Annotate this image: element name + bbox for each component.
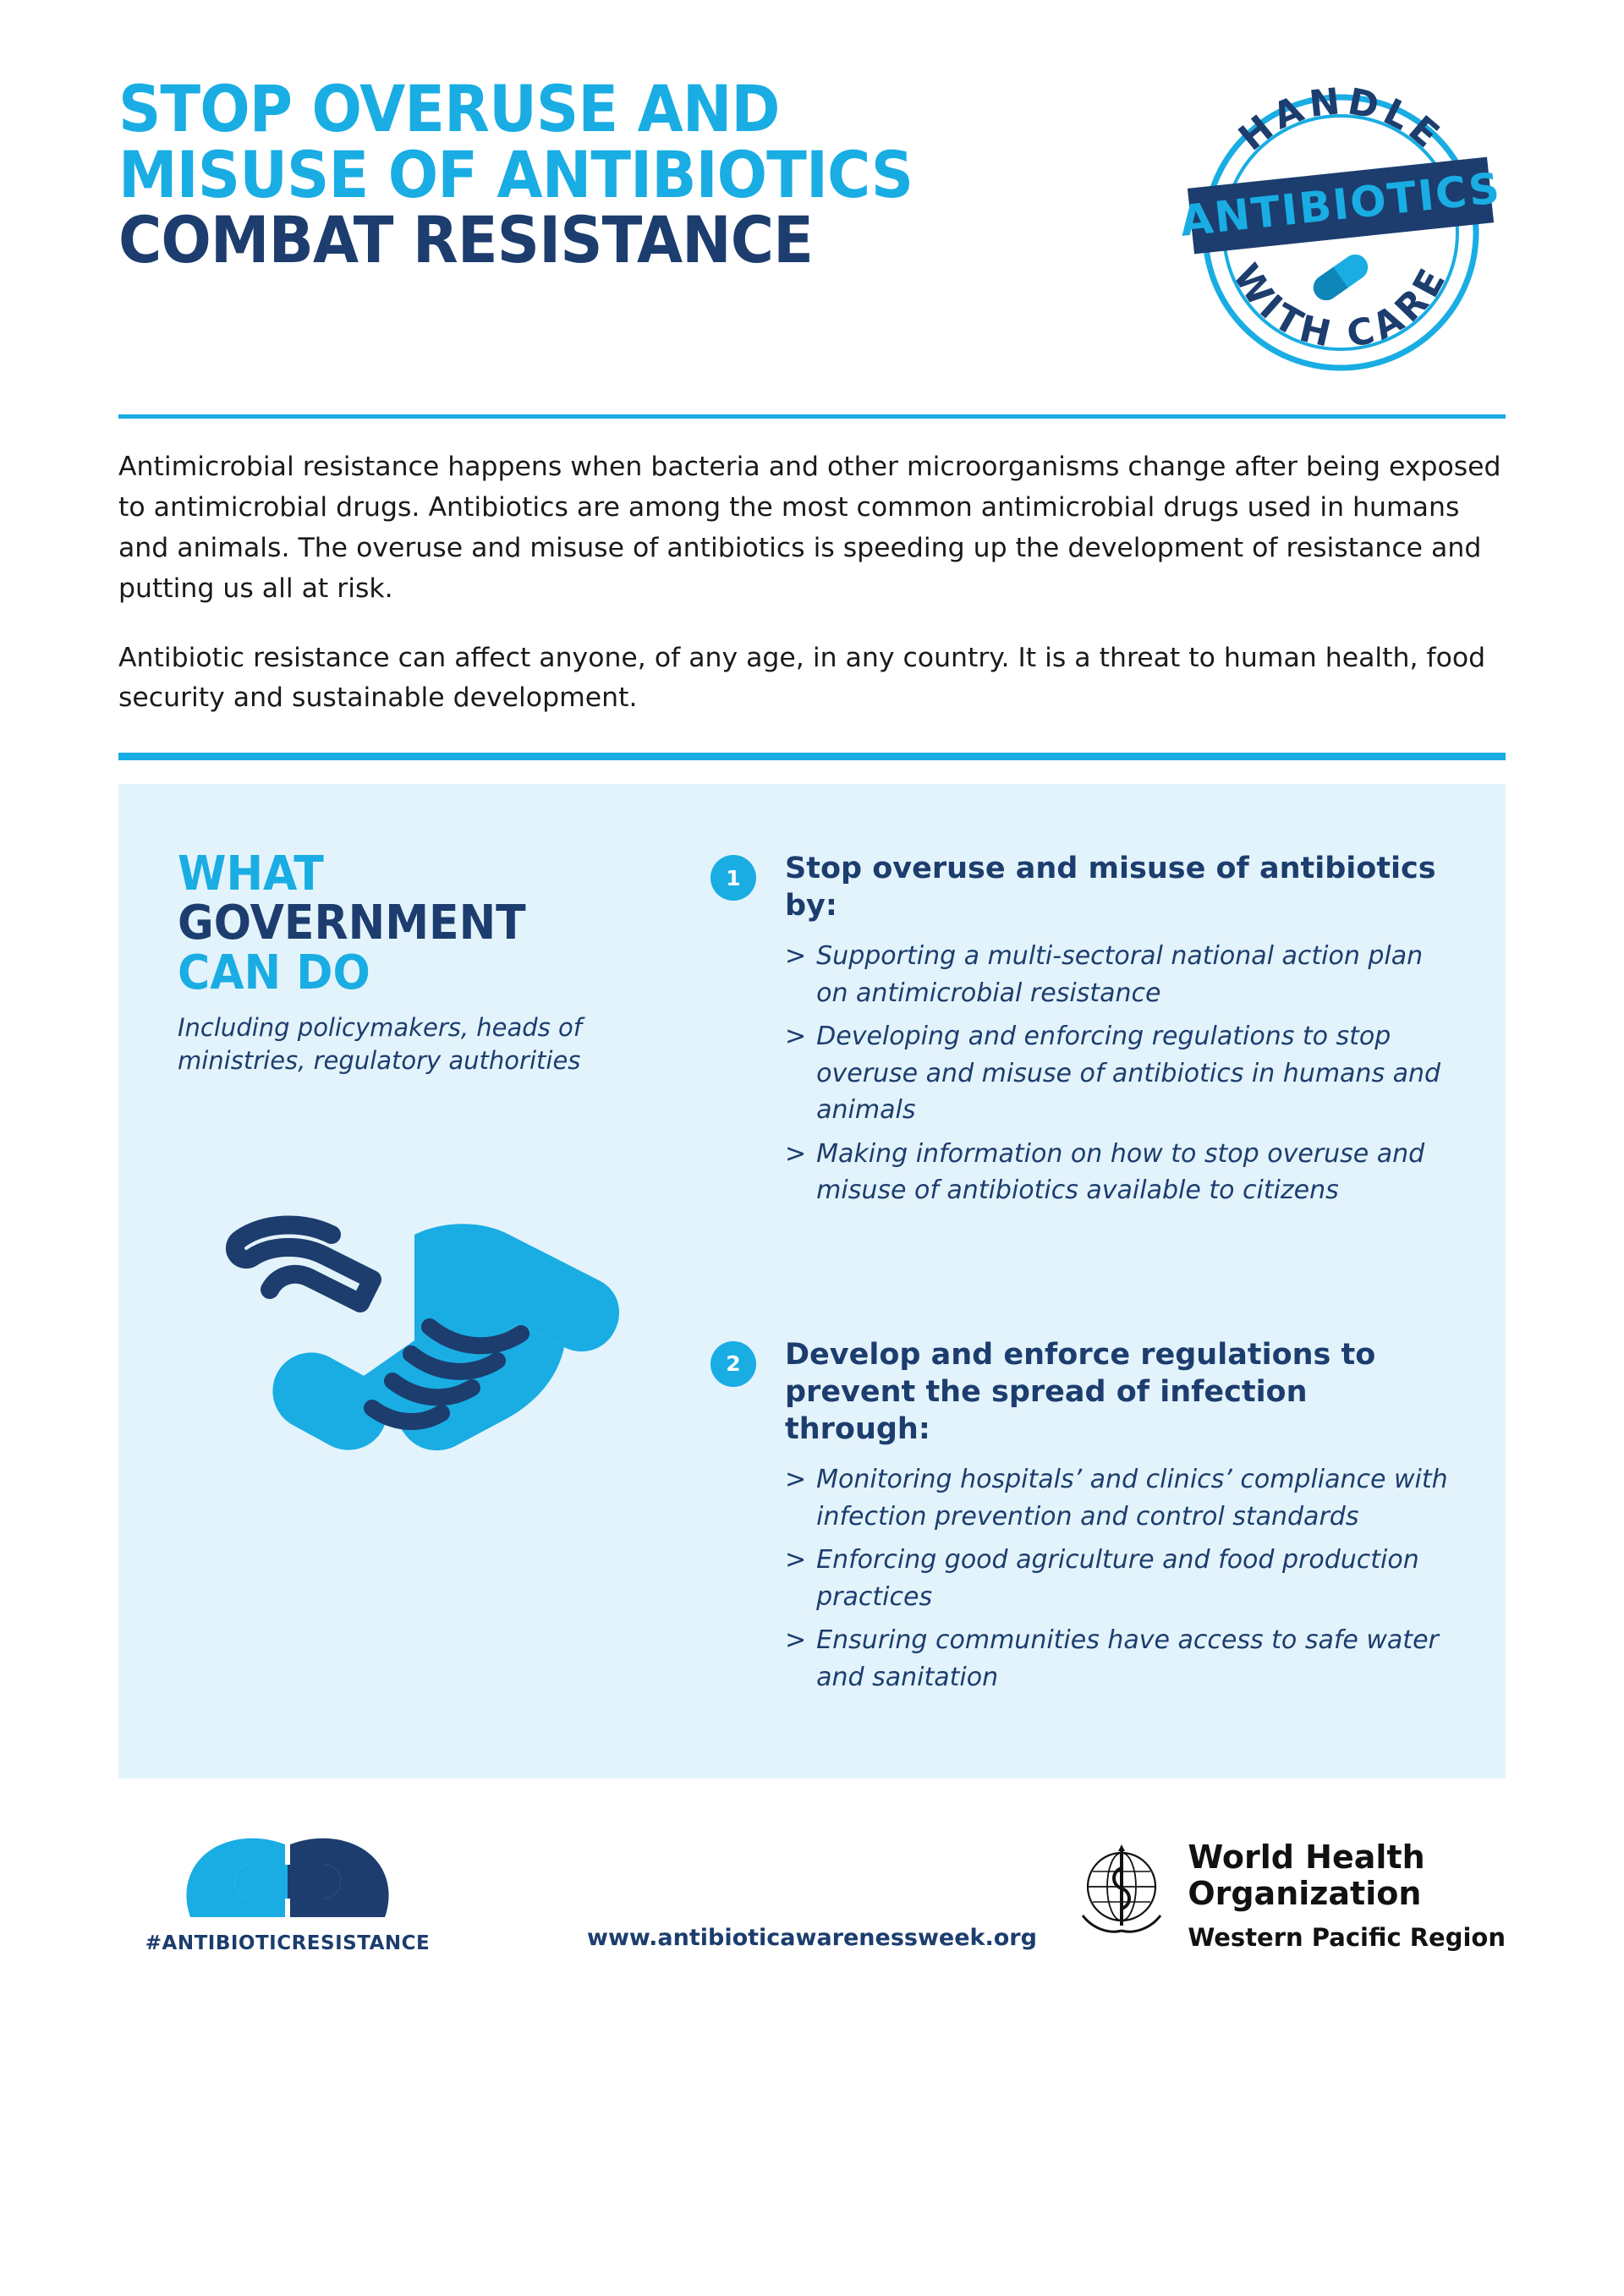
poster-header xyxy=(118,71,1506,414)
title-line-1: STOP OVERUSE AND xyxy=(118,71,780,146)
hashtag-label: #ANTIBIOTICRESISTANCE xyxy=(145,1932,431,1955)
list-item-label: Monitoring hospitals’ and clinics’ compliance with infection prevention and control standards xyxy=(816,1465,1448,1532)
block-bullet-list xyxy=(785,938,1455,1209)
panel-heading-line-3: CAN DO xyxy=(178,945,370,1000)
header-divider xyxy=(118,414,1506,419)
who-emblem-icon xyxy=(1071,1838,1172,1939)
list-item-label: Supporting a multi-sectoral national action plan on antimicrobial resistance xyxy=(816,941,1424,1008)
chevron-right-icon: > xyxy=(785,1625,807,1656)
title-line-2: MISUSE OF ANTIBIOTICS xyxy=(118,136,914,212)
who-name-line-2: Organization xyxy=(1188,1874,1422,1912)
panel-left-column xyxy=(118,847,710,1702)
list-item xyxy=(785,1461,1455,1535)
block-title: Develop and enforce regulations to prevent the spread of infection through: xyxy=(785,1337,1376,1447)
hands-holding-capsule-icon xyxy=(156,1822,419,1924)
chevron-right-icon: > xyxy=(785,1138,807,1169)
intro-text xyxy=(118,447,1506,719)
panel-heading-line-2: GOVERNMENT xyxy=(178,896,526,951)
who-name-line-1: World Health xyxy=(1188,1838,1425,1877)
poster-footer xyxy=(118,1822,1506,2017)
list-item xyxy=(785,1542,1455,1615)
pills-icon xyxy=(1309,249,1373,305)
block-body xyxy=(785,1336,1455,1702)
page-title xyxy=(118,71,1116,278)
panel-top-divider xyxy=(118,753,1506,760)
svg-text:HANDLE: HANDLE xyxy=(1231,79,1451,160)
panel-right-column xyxy=(710,850,1506,1702)
what-government-can-do-panel xyxy=(118,784,1506,1778)
block-body xyxy=(785,850,1455,1216)
list-item xyxy=(785,1622,1455,1696)
svg-text:WITH CARE: WITH CARE xyxy=(1224,256,1457,357)
block-title: Stop overuse and misuse of antibiotics by: xyxy=(785,852,1436,923)
list-item xyxy=(785,1136,1455,1209)
panel-block xyxy=(710,1336,1455,1702)
list-item xyxy=(785,1018,1455,1129)
list-item-label: Developing and enforcing regulations to stop overuse and misuse of antibiotics in humans and animals xyxy=(816,1022,1441,1126)
list-item-label: Enforcing good agriculture and food production practices xyxy=(816,1545,1419,1612)
chevron-right-icon: > xyxy=(785,1022,807,1052)
list-item xyxy=(785,938,1455,1011)
who-region-label: Western Pacific Region xyxy=(1188,1923,1506,1953)
block-bullet-list xyxy=(785,1461,1455,1696)
list-item-label: Ensuring communities have access to safe water and sanitation xyxy=(816,1625,1439,1692)
chevron-right-icon: > xyxy=(785,1545,807,1575)
panel-subheading: Including policymakers, heads of ministries, regulatory authorities xyxy=(178,1012,582,1076)
intro-paragraph-1: Antimicrobial resistance happens when bacteria and other microorganisms change after being exposed to antimicrobial drugs. Antibiotics are among the most common antimicrobial drugs used in humans and animals. The overuse and misuse of antibiotics is speeding up the development of resistance and putting us all at risk. xyxy=(118,452,1501,604)
panel-heading xyxy=(178,847,673,1000)
panel-block xyxy=(710,850,1455,1216)
handshake-icon xyxy=(203,1154,643,1518)
chevron-right-icon: > xyxy=(785,1465,807,1495)
block-number-badge: 1 xyxy=(710,855,756,901)
title-line-3: COMBAT RESISTANCE xyxy=(118,202,814,278)
handle-with-care-stamp xyxy=(1176,68,1506,397)
panel-heading-line-1: WHAT xyxy=(178,847,324,902)
svg-text:ANTIBIOTICS: ANTIBIOTICS xyxy=(1177,163,1504,246)
chevron-right-icon: > xyxy=(785,941,807,972)
list-item-label: Making information on how to stop overuse and misuse of antibiotics available to citizens xyxy=(816,1138,1425,1206)
website-url[interactable]: www.antibioticawarenessweek.org xyxy=(587,1925,1037,1952)
intro-paragraph-2: Antibiotic resistance can affect anyone, of any age, in any country. It is a threat to human health, food security and sustainable development. xyxy=(118,642,1486,714)
block-number-badge: 2 xyxy=(710,1341,756,1387)
